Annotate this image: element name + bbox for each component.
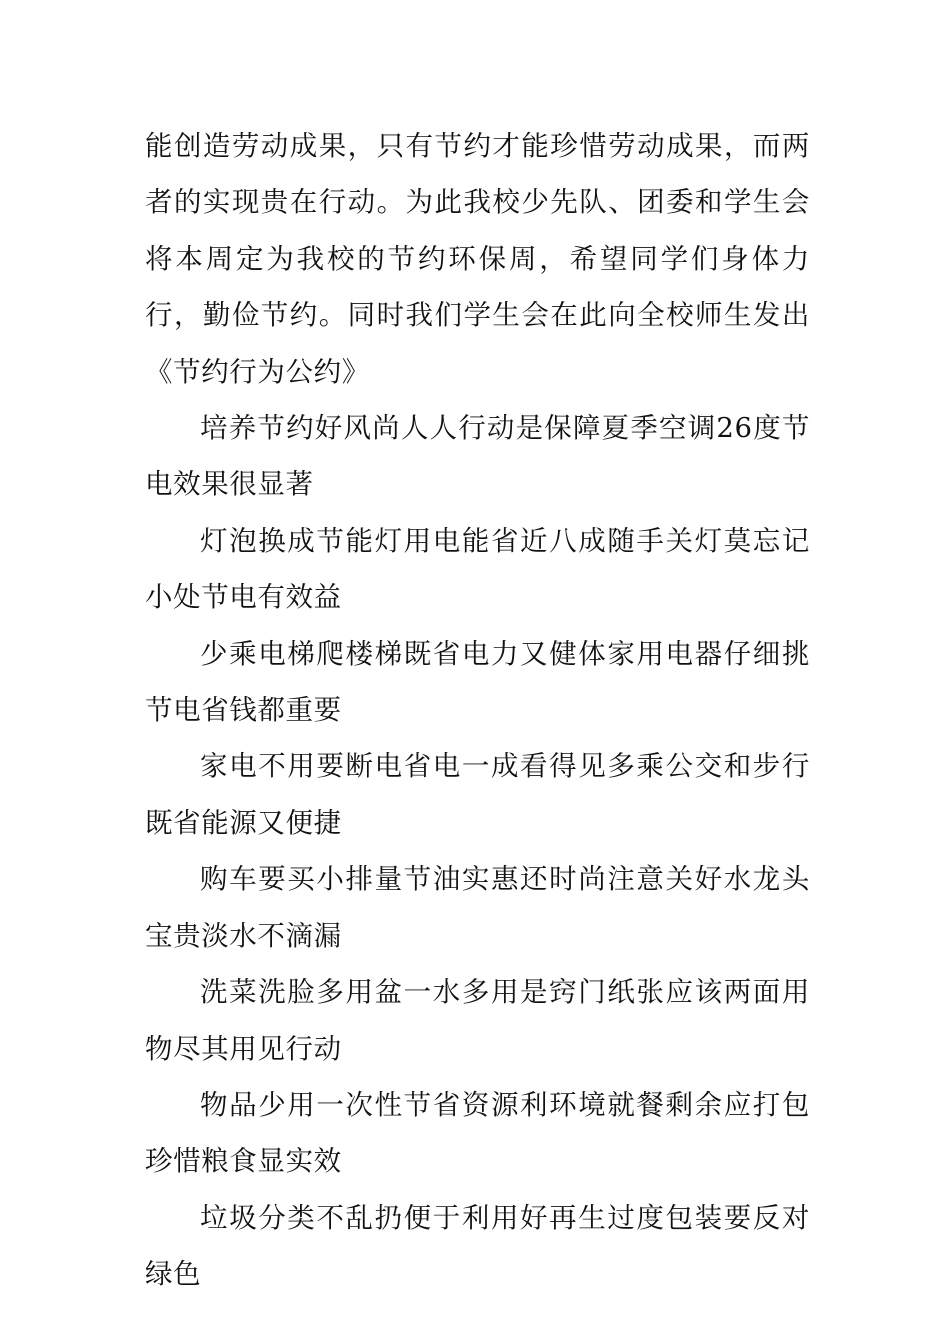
document-body [145, 118, 810, 1303]
paragraph-garbage-sorting: 垃圾分类不乱扔便于利用好再生过度包装要反对绿色 [145, 1201, 810, 1291]
paragraph-car-and-water: 购车要买小排量节油实惠还时尚注意关好水龙头宝贵淡水不滴漏 [145, 863, 810, 952]
paragraph-light-bulbs: 灯泡换成节能灯用电能省近八成随手关灯莫忘记小处节电有效益 [145, 524, 810, 614]
paragraph-water-and-paper: 洗菜洗脸多用盆一水多用是窍门纸张应该两面用物尽其用见行动 [145, 976, 810, 1065]
paragraph-disposables: 物品少用一次性节省资源利环境就餐剩余应打包珍惜粮食显实效 [145, 1088, 810, 1178]
paragraph-intro: 能创造劳动成果，只有节约才能珍惜劳动成果，而两者的实现贵在行动。为此我校少先队、团委和学生会将本周定为我校的节约环保周，希望同学们身体力行，勤俭节约。同时我们学生会在此向全校师生发出《节约行为公约》 [145, 130, 810, 388]
paragraph-appliances: 家电不用要断电省电一成看得见多乘公交和步行既省能源又便捷 [145, 750, 810, 839]
paragraph-air-conditioning: 培养节约好风尚人人行动是保障夏季空调26度节电效果很显著 [145, 412, 810, 501]
paragraph-stairs: 少乘电梯爬楼梯既省电力又健体家用电器仔细挑节电省钱都重要 [145, 637, 810, 727]
